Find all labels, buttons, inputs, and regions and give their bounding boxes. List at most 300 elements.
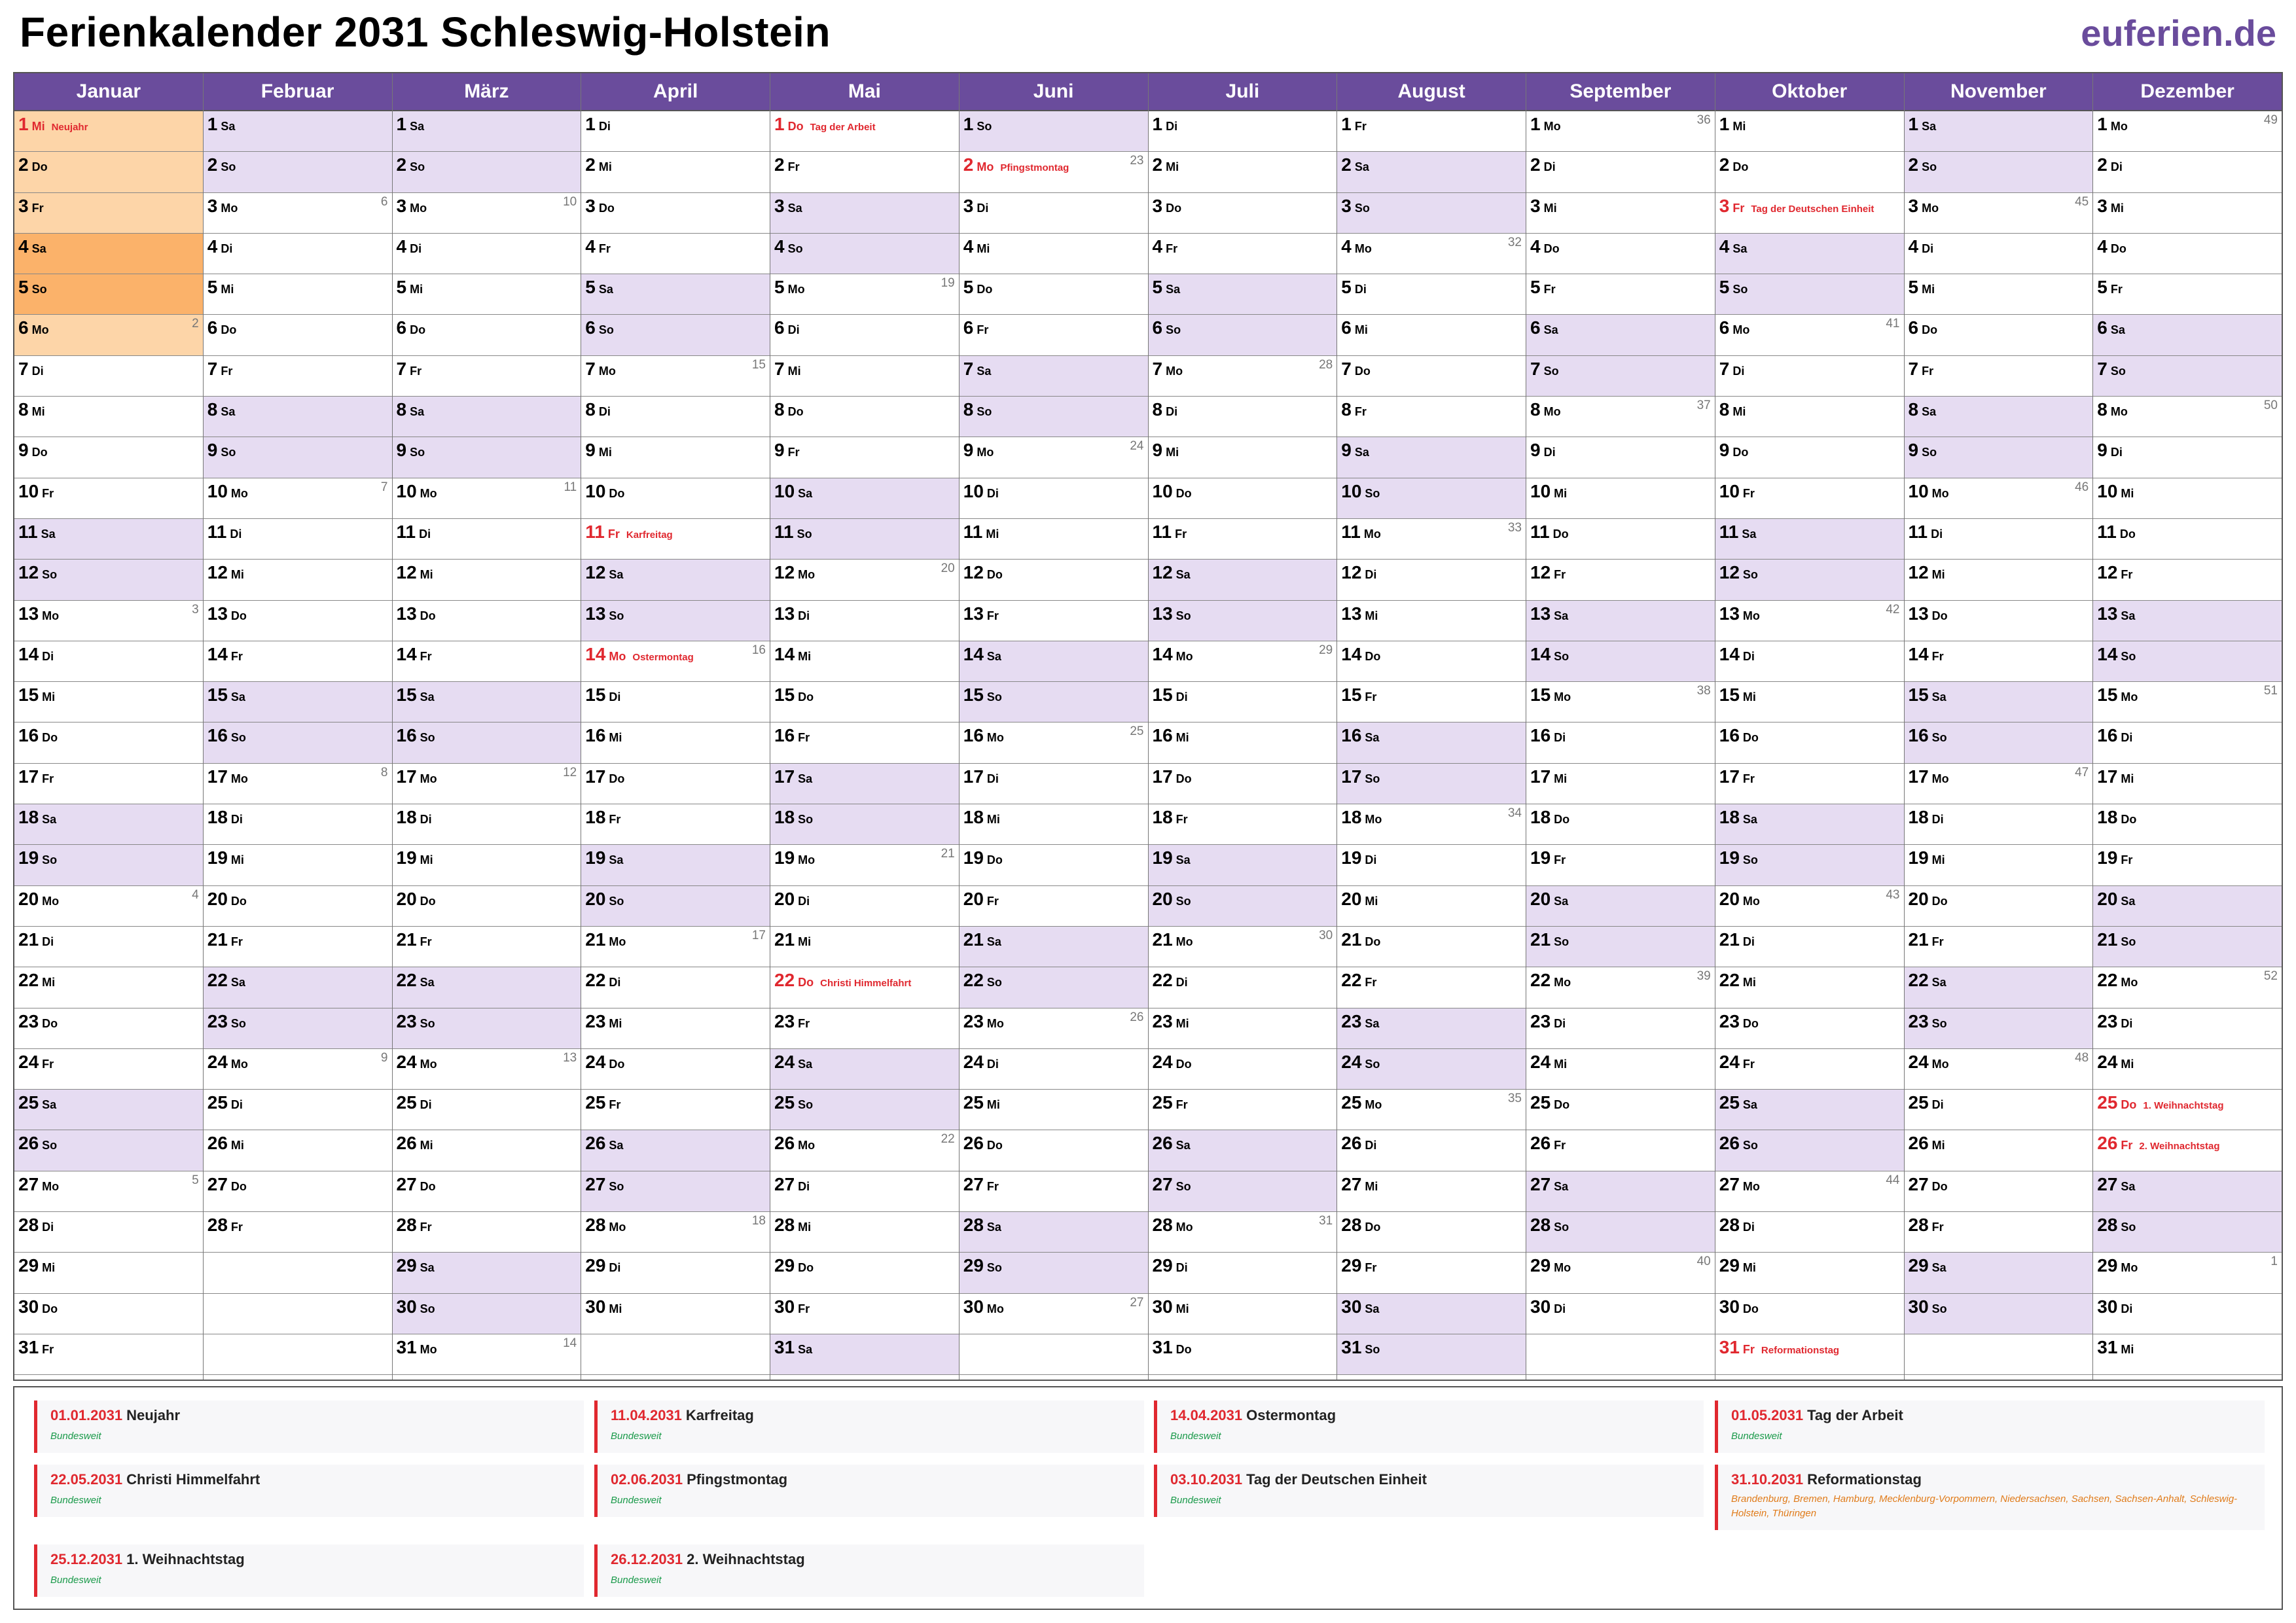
day-number: 27 Di [774,1173,810,1194]
day-cell [770,845,959,885]
weekday-label: Fr [798,1302,810,1315]
day-number: 23 Do [1719,1010,1759,1031]
weekday-label: Mi [1554,1057,1568,1071]
day-cell [960,967,1148,1008]
day-cell [14,1090,203,1130]
day-cell [1715,1253,1904,1293]
weekday-label: Fr [1742,1057,1755,1071]
weekday-label: Do [230,894,247,908]
day-cell [770,1049,959,1090]
week-number: 47 [2075,765,2089,779]
week-number: 31 [1319,1214,1333,1228]
weekday-label: Mo [609,935,626,948]
day-cell [2093,967,2282,1008]
holiday-name: Tag der Deutschen Einheit [1751,203,1874,215]
day-number: 5 Fr [2097,277,2123,298]
weekday-label: Mo [798,568,816,582]
day-number: 19 Sa [1152,847,1191,868]
day-cell [1526,274,1715,315]
day-number: 1 Di [1152,114,1178,134]
weekday-label: Mo [1175,1221,1193,1234]
day-cell [1715,845,1904,885]
weekday-label: Do [1554,1098,1570,1112]
day-cell [393,397,581,437]
weekday-label: Mo [609,1221,626,1234]
weekday-label: Fr [798,731,810,745]
weekday-label: Sa [1175,1139,1191,1152]
day-cell [393,927,581,967]
day-number: 20 Mi [1341,888,1378,909]
weekday-label: Mo [1931,772,1949,785]
day-number: 22 Mo [2097,970,2138,991]
weekday-label: Sa [1175,853,1191,867]
day-cell [1337,437,1526,478]
week-number: 52 [2263,969,2278,984]
day-number: 25 Di [396,1092,432,1113]
weekday-label: Mo [2121,690,2138,704]
day-number: 1 Sa [1908,114,1937,134]
day-cell [204,356,392,397]
day-number: 20 Fr [963,888,999,909]
day-cell [960,397,1148,437]
day-cell [581,1008,770,1049]
day-cell [770,601,959,641]
day-cell [960,682,1148,722]
day-cell [1905,356,2093,397]
day-number: 6 Sa [1530,317,1558,338]
weekday-label: Fr [230,935,243,948]
day-number: 23 Sa [1341,1010,1380,1031]
weekday-label: Mi [787,364,801,378]
day-cell [14,193,203,234]
day-number: 28 Fr [207,1215,243,1236]
day-number: 17 Do [1152,766,1192,787]
weekday-label: So [798,813,814,827]
week-number: 41 [1886,317,1900,331]
day-number: 22 Mi [1719,970,1756,991]
day-cell [14,845,203,885]
weekday-label: Sa [1365,731,1380,745]
day-number: 19 Do [963,847,1003,868]
day-number: 6 Mi [1341,317,1368,338]
day-number: 21 Mi [774,929,812,950]
weekday-label: Mo [2121,1261,2138,1275]
weekday-label: Di [1922,241,1934,255]
day-cell [2093,1171,2282,1212]
day-cell [14,1212,203,1253]
weekday-label: So [230,731,246,745]
day-number: 14 Fr [396,643,432,664]
day-number: 29 Mi [18,1255,56,1276]
weekday-label: Do [986,853,1003,867]
day-cell [1715,601,1904,641]
day-number: 15 Sa [207,685,245,705]
day-cell [1905,927,2093,967]
day-cell [581,845,770,885]
day-number: 13 Mo [1719,603,1760,624]
weekday-label: Mi [42,1261,56,1275]
legend-item [1154,1465,1704,1517]
day-cell [1526,1090,1715,1130]
weekday-label: Mo [598,364,616,378]
weekday-label: Do [1742,1302,1759,1315]
weekday-label: Do [798,690,814,704]
day-number: 3 Fr Tag der Deutschen Einheit [1719,195,1874,216]
day-cell [960,437,1148,478]
day-cell [2093,1212,2282,1253]
day-number: 14 Do [1341,643,1381,664]
day-number: 4 Mi [963,236,990,257]
day-cell [2093,804,2282,845]
weekday-label: So [1931,1302,1947,1315]
weekday-label: Do [1354,364,1371,378]
weekday-label: Mi [2110,201,2124,215]
week-number: 19 [941,276,955,291]
day-number: 18 Fr [585,807,621,828]
day-cell [1149,967,1337,1008]
day-cell [1149,234,1337,274]
weekday-label: Mo [1365,1098,1382,1112]
day-number: 26 Mi [207,1133,244,1154]
day-number: 25 Mi [963,1092,1000,1113]
weekday-label: So [986,976,1002,990]
day-cell [960,722,1148,763]
day-number: 8 Sa [207,399,236,420]
holiday-name: Karfreitag [626,529,673,541]
day-cell [393,682,581,722]
weekday-label: Sa [798,486,813,500]
day-cell [204,152,392,192]
brand-logo[interactable]: euferien.de [2081,12,2276,54]
legend-scope: Bundesweit [611,1495,662,1506]
weekday-label: Mi [221,283,234,296]
day-cell [1337,764,1526,804]
day-number: 2 Di [2097,154,2123,175]
legend-holiday-name: 2. Weihnachtstag [687,1551,805,1567]
day-cell [393,560,581,600]
day-number: 24 Do [1152,1051,1192,1072]
weekday-label: Fr [787,160,800,174]
day-number: 11 Fr [1152,521,1187,542]
day-number: 1 Di [585,114,611,134]
day-number: 24 Mo [396,1051,437,1072]
day-cell [1149,560,1337,600]
day-number: 24 So [1341,1051,1380,1072]
weekday-label: Di [1175,1261,1188,1275]
day-cell [2093,1253,2282,1293]
legend-holiday-name: Tag der Deutschen Einheit [1246,1471,1427,1488]
day-number: 12 Mi [396,562,433,583]
day-cell [393,967,581,1008]
weekday-label: Di [986,772,999,785]
day-cell [204,1212,392,1253]
day-number: 9 Mi [1152,440,1179,461]
day-number: 9 Di [1530,440,1556,461]
weekday-label: Mo [1166,364,1183,378]
weekday-label: Mi [1166,446,1179,459]
day-number: 20 So [585,888,624,909]
weekday-label: Sa [1166,283,1181,296]
day-cell [581,478,770,519]
day-cell [770,1212,959,1253]
weekday-label: So [977,120,992,133]
day-number: 12 Sa [1152,562,1191,583]
day-cell [1337,111,1526,152]
weekday-label: Fr [230,1221,243,1234]
day-number: 21 Di [18,929,54,950]
day-cell [14,804,203,845]
day-number: 5 Sa [1152,277,1181,298]
weekday-label: So [42,568,58,582]
day-number: 1 Sa [207,114,236,134]
weekday-label: So [1354,201,1370,215]
week-number: 42 [1886,602,1900,616]
day-cell [1337,152,1526,192]
day-cell [1149,1049,1337,1090]
day-number: 13 Do [207,603,247,624]
day-number: 7 Fr [207,358,233,379]
day-number: 29 So [963,1255,1002,1276]
day-number: 25 So [774,1092,814,1113]
day-cell [2093,152,2282,192]
day-cell [14,437,203,478]
day-cell [1905,886,2093,927]
day-number: 27 Mo [1719,1173,1760,1194]
day-number: 3 Do [585,195,615,216]
weekday-label: Mi [798,935,812,948]
day-number: 10 Mi [1530,480,1568,501]
day-number: 20 Sa [1530,888,1569,909]
weekday-label: So [410,160,425,174]
weekday-label: Mo [420,772,437,785]
day-cell [1715,1334,1904,1375]
weekday-label: Di [31,364,44,378]
day-cell [1905,641,2093,682]
weekday-label: Do [420,1179,436,1193]
day-number: 30 Mo [963,1296,1004,1317]
legend-holiday-name: Neujahr [126,1407,181,1423]
day-cell [1715,682,1904,722]
weekday-label: So [1554,649,1570,663]
day-number: 9 Sa [1341,440,1369,461]
day-number: 17 Mi [1530,766,1568,787]
weekday-label: Mo [230,772,248,785]
weekday-label: So [598,323,614,337]
weekday-label: Di [798,1179,810,1193]
day-cell [2093,111,2282,152]
day-cell [1149,1171,1337,1212]
month-header: Januar [14,73,203,111]
weekday-label: Mo [1554,1261,1571,1275]
month-column [581,73,770,1380]
weekday-label: Mo [1742,894,1760,908]
day-cell [1905,682,2093,722]
month-column [1905,73,2094,1380]
legend-item [594,1544,1144,1597]
day-cell [581,886,770,927]
day-number: 23 So [207,1010,246,1031]
weekday-label: Mi [2121,486,2134,500]
day-number: 11 Do [2097,521,2136,542]
weekday-label: So [42,1139,58,1152]
weekday-label: Sa [1742,813,1757,827]
month-header: Oktober [1715,73,1904,111]
day-number: 16 Do [1719,725,1759,746]
weekday-label: Fr [607,527,620,541]
day-cell [204,397,392,437]
weekday-label: Sa [1365,1302,1380,1315]
day-cell [1337,886,1526,927]
day-number: 24 Do [585,1051,625,1072]
legend-scope: Bundesweit [1170,1495,1221,1506]
day-cell [1715,927,1904,967]
day-cell [204,1130,392,1171]
day-number: 18 So [774,807,814,828]
weekday-label: Do [42,731,58,745]
day-number: 13 Sa [2097,603,2136,624]
weekday-label: Di [798,609,810,622]
day-number: 27 Sa [2097,1173,2136,1194]
month-header: April [581,73,770,111]
weekday-label: So [1922,446,1937,459]
day-number: 23 Di [1530,1010,1566,1031]
day-number: 1 Fr [1341,114,1367,134]
weekday-label: Fr [1543,283,1556,296]
weekday-label: Mo [1175,935,1193,948]
day-cell [960,1294,1148,1334]
weekday-label: So [420,1302,435,1315]
weekday-label: Di [609,690,621,704]
weekday-label: Do [42,1302,58,1315]
weekday-label: Mi [230,568,244,582]
day-number: 26 So [18,1133,58,1154]
day-number: 21 Fr [1908,929,1944,950]
day-cell [581,1090,770,1130]
day-number: 10 Fr [18,480,54,501]
weekday-label: Fr [1742,486,1755,500]
day-cell [770,764,959,804]
weekday-label: Fr [986,609,999,622]
day-number: 9 So [396,440,425,461]
day-number: 6 Mo [18,317,49,338]
day-number: 2 Sa [1341,154,1369,175]
week-number: 13 [563,1050,577,1065]
weekday-label: Sa [798,772,813,785]
weekday-label: Mi [42,690,56,704]
day-cell [1526,1212,1715,1253]
weekday-label: Di [1931,1098,1944,1112]
weekday-label: Mo [787,283,805,296]
weekday-label: Fr [1354,120,1367,133]
weekday-label: So [609,1179,624,1193]
weekday-label: Mo [42,1179,60,1193]
day-cell [393,152,581,192]
weekday-label: Di [2121,1016,2133,1030]
weekday-label: Mi [2121,772,2134,785]
day-cell [1337,1253,1526,1293]
day-number: 29 Mo [2097,1255,2138,1276]
day-number: 15 Mo [2097,685,2138,705]
day-number: 24 Fr [1719,1051,1755,1072]
day-number: 22 Sa [396,970,435,991]
day-number: 11 Mo [1341,521,1381,542]
day-number: 13 Do [1908,603,1948,624]
day-cell [1337,478,1526,519]
day-number: 15 Di [585,685,621,705]
day-cell [393,1130,581,1171]
weekday-label: Mo [1742,609,1760,622]
weekday-label: Fr [230,649,243,663]
week-number: 39 [1696,969,1711,984]
day-number: 7 Fr [396,358,422,379]
weekday-label: Sa [1554,609,1569,622]
day-cell [1905,601,2093,641]
day-cell [393,111,581,152]
weekday-label: Do [1552,527,1569,541]
day-number: 2 So [207,154,236,175]
weekday-label: Di [1354,283,1367,296]
day-cell [204,601,392,641]
day-number: 19 So [1719,847,1758,868]
weekday-label: Fr [1554,853,1566,867]
day-number: 13 Mi [1341,603,1378,624]
day-number: 13 So [1152,603,1191,624]
week-number: 1 [2270,1255,2278,1269]
day-number: 20 Mo [18,888,60,909]
week-number: 50 [2263,399,2278,413]
day-number: 18 Do [1530,807,1570,828]
weekday-label: Mo [230,486,248,500]
day-number: 18 Sa [1719,807,1757,828]
day-number: 30 So [396,1296,435,1317]
week-number: 7 [380,480,388,494]
day-number: 26 Mi [396,1133,433,1154]
day-cell [1905,845,2093,885]
weekday-label: Mi [1175,1302,1189,1315]
weekday-label: Do [986,1139,1003,1152]
weekday-label: Fr [986,894,999,908]
day-number: 21 So [1530,929,1570,950]
day-number: 26 So [1719,1133,1758,1154]
day-cell [393,764,581,804]
day-cell [1526,845,1715,885]
weekday-label: Di [986,1057,999,1071]
weekday-label: Mo [1742,1179,1760,1193]
day-cell [581,397,770,437]
day-cell [960,1334,1148,1375]
legend-holiday-name: Tag der Arbeit [1807,1407,1903,1423]
day-number: 30 Do [18,1296,58,1317]
weekday-label: Di [1166,405,1178,419]
day-cell [393,274,581,315]
day-cell [204,804,392,845]
weekday-label: Mo [221,201,238,215]
weekday-label: Sa [598,283,613,296]
day-cell [581,764,770,804]
day-cell [1337,519,1526,560]
weekday-label: Di [798,894,810,908]
day-number: 2 So [1908,154,1937,175]
day-cell [14,1049,203,1090]
day-cell [1149,641,1337,682]
day-cell [393,804,581,845]
day-number: 10 Do [1152,480,1192,501]
week-number: 48 [2075,1050,2089,1065]
weekday-label: Mo [1175,649,1193,663]
day-number: 5 Do [963,277,993,298]
day-number: 2 Mi [1152,154,1179,175]
weekday-label: Do [1175,1057,1192,1071]
